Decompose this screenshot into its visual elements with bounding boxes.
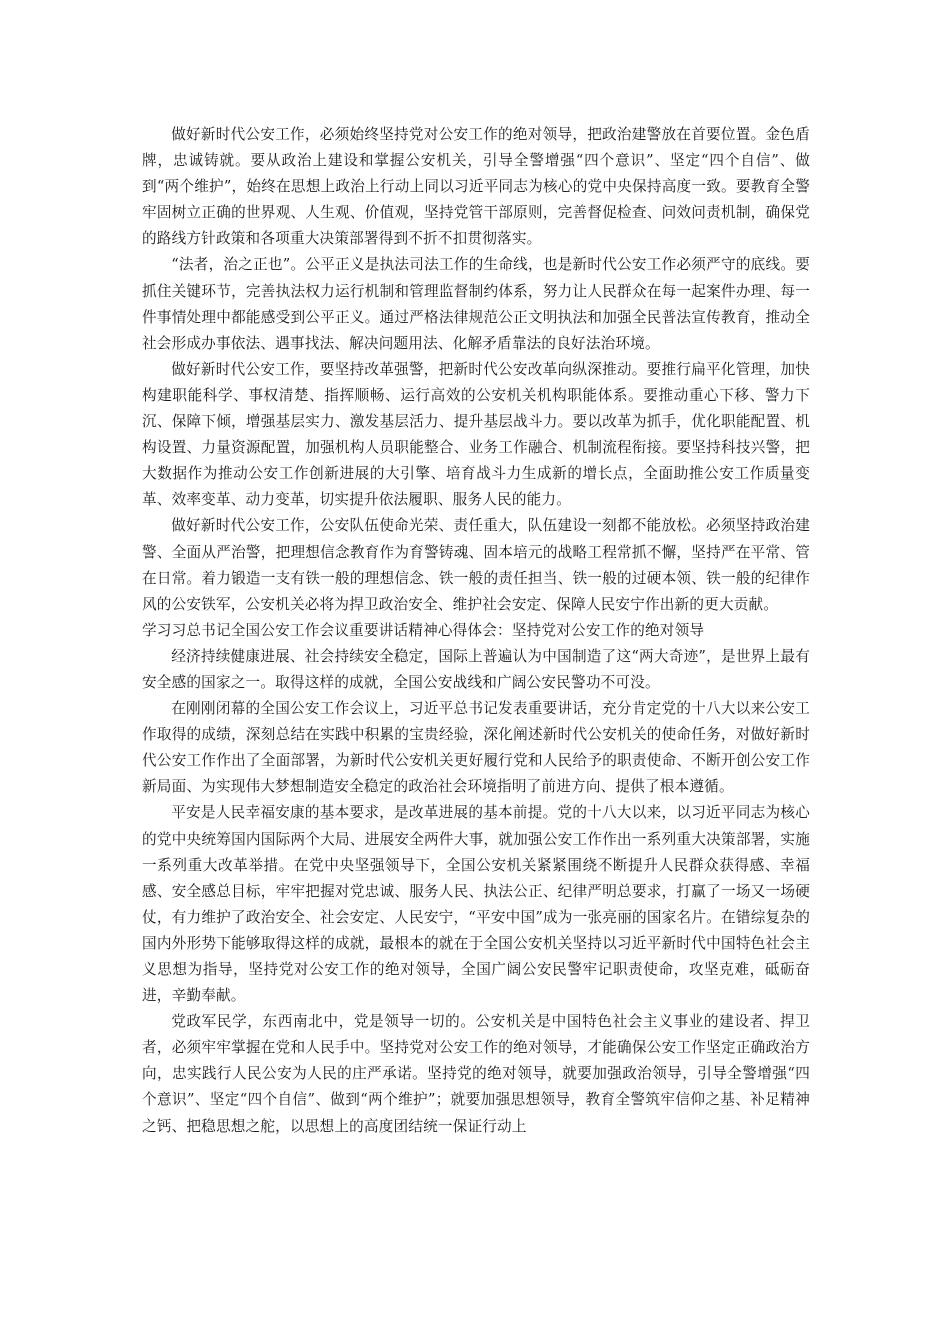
paragraph-5: 经济持续健康进展、社会持续安全稳定，国际上普遍认为中国制造了这“两大奇迹”，是世界上最有安全感的国家之一。取得这样的成就，全国公安战线和广阔公安民警功不可没。 [142, 647, 810, 691]
document-body [142, 122, 810, 1140]
paragraph-2: “法者，治之正也”。公平正义是执法司法工作的生命线，也是新时代公安工作必须严守的底线。要抓住关键环节，完善执法权力运行机制和管理监督制约体系，努力让人民群众在每一起案件办理、每一件事情处理中都能感受到公平正义。通过严格法律规范公正文明执法和加强全民普法宣传教育，推动全社会形成办事依法、遇事找法、解决问题用法、化解矛盾靠法的良好法治环境。 [142, 256, 810, 352]
paragraph-1: 做好新时代公安工作，必须始终坚持党对公安工作的绝对领导，把政治建警放在首要位置。金色盾牌，忠诚铸就。要从政治上建设和掌握公安机关，引导全警增强“四个意识”、坚定“四个自信”、做到“两个维护”，始终在思想上政治上行动上同以习近平同志为核心的党中央保持高度一致。要教育全警牢固树立正确的世界观、人生观、价值观，坚持党管干部原则，完善督促检查、问效问责机制，确保党的路线方针政策和各项重大决策部署得到不折不扣贯彻落实。 [142, 126, 810, 248]
section-heading: 学习习总书记全国公安工作会议重要讲话精神心得体会：坚持党对公安工作的绝对领导 [142, 621, 705, 639]
paragraph-3: 做好新时代公安工作，要坚持改革强警，把新时代公安改革向纵深推动。要推行扁平化管理，加快构建职能科学、事权清楚、指挥顺畅、运行高效的公安机关机构职能体系。要推动重心下移、警力下沉、保障下倾，增强基层实力、激发基层活力、提升基层战斗力。要以改革为抓手，优化职能配置、机构设置、力量资源配置，加强机构人员职能整合、业务工作融合、机制流程衔接。要坚持科技兴警，把大数据作为推动公安工作创新进展的大引擎、培育战斗力生成新的增长点，全面助推公安工作质量变革、效率变革、动力变革，切实提升依法履职、服务人民的能力。 [142, 360, 810, 509]
paragraph-8: 党政军民学，东西南北中，党是领导一切的。公安机关是中国特色社会主义事业的建设者、捍卫者，必须牢牢掌握在党和人民手中。坚持党对公安工作的绝对领导，才能确保公安工作坚定正确政治方向，忠实践行人民公安为人民的庄严承诺。坚持党的绝对领导，就要加强政治领导，引导全警增强“四个意识”、坚定“四个自信”、做到“两个维护”；就要加强思想领导，教育全警筑牢信仰之基、补足精神之钙、把稳思想之舵，以思想上的高度团结统一保证行动上 [142, 1013, 810, 1135]
paragraph-7: 平安是人民幸福安康的基本要求，是改革进展的基本前提。党的十八大以来，以习近平同志为核心的党中央统筹国内国际两个大局、进展安全两件大事，就加强公安工作作出一系列重大决策部署，实施一系列重大改革举措。在党中央坚强领导下，全国公安机关紧紧围绕不断提升人民群众获得感、幸福感、安全感总目标，牢牢把握对党忠诚、服务人民、执法公正、纪律严明总要求，打赢了一场又一场硬仗，有力维护了政治安全、社会安定、人民安宁，“平安中国”成为一张亮丽的国家名片。在错综复杂的国内外形势下能够取得这样的成就，最根本的就在于全国公安机关坚持以习近平新时代中国特色社会主义思想为指导，坚持党对公安工作的绝对领导，全国广阔公安民警牢记职责使命，攻坚克难，砥砺奋进，辛勤奉献。 [142, 804, 810, 1005]
paragraph-6: 在刚刚闭幕的全国公安工作会议上，习近平总书记发表重要讲话，充分肯定党的十八大以来公安工作取得的成绩，深刻总结在实践中积累的宝贵经验，深化阐述新时代公安机关的使命任务，对做好新时代公安工作作出了全面部署，为新时代公安机关更好履行党和人民给予的职责使命、不断开创公安工作新局面、为实现伟大梦想制造安全稳定的政治社会环境指明了前进方向、提供了根本遵循。 [142, 700, 810, 796]
paragraph-4: 做好新时代公安工作，公安队伍使命光荣、责任重大，队伍建设一刻都不能放松。必须坚持政治建警、全面从严治警，把理想信念教育作为育警铸魂、固本培元的战略工程常抓不懈，坚持严在平常、管在日常。着力锻造一支有铁一般的理想信念、铁一般的责任担当、铁一般的过硬本领、铁一般的纪律作风的公安铁军，公安机关必将为捍卫政治安全、维护社会安定、保障人民安宁作出新的更大贡献。 [142, 517, 810, 613]
